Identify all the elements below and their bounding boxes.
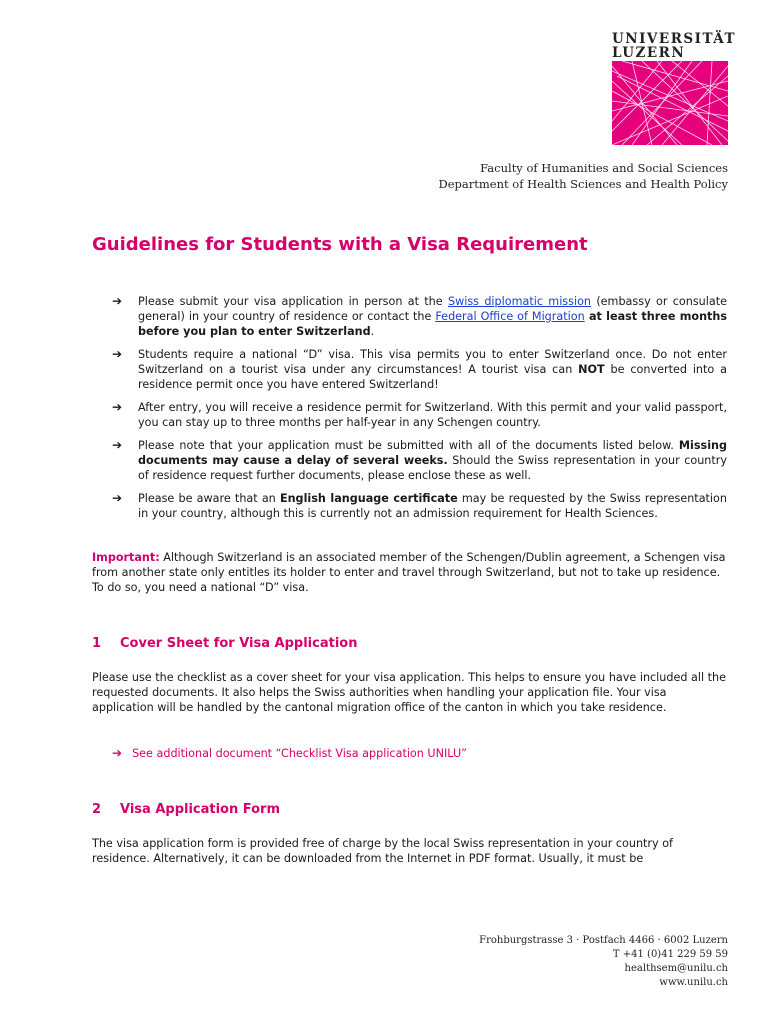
see-also-note xyxy=(112,746,467,760)
arrow-right-icon: ➔ xyxy=(112,347,123,361)
footer-phone: T +41 (0)41 229 59 59 xyxy=(612,949,728,960)
list-item xyxy=(112,400,727,430)
list-item xyxy=(112,438,727,483)
logo-line-1: UNIVERSITÄT xyxy=(612,31,737,47)
bullet-text: may be requested by the Swiss representation in your country, although this is currently not an admission requirement for Health Sciences. xyxy=(138,492,727,520)
bullet-emphasis: at least three months before you plan to enter Switzerland xyxy=(138,310,728,338)
page-title: Guidelines for Students with a Visa Requirement xyxy=(92,234,588,255)
department-name: Department of Health Sciences and Health Policy xyxy=(438,177,728,191)
footer-contact xyxy=(479,934,728,990)
bullet-text: After entry, you will receive a residence permit for Switzerland. With this permit and your valid passport, you can stay up to three months per half-year in any Schengen country. xyxy=(138,401,727,429)
university-logo-text xyxy=(612,31,737,61)
footer-website: www.unilu.ch xyxy=(659,977,728,988)
arrow-right-icon: ➔ xyxy=(112,438,123,452)
arrow-right-icon: ➔ xyxy=(112,294,123,308)
section-title: Cover Sheet for Visa Application xyxy=(120,636,358,651)
important-text: Although Switzerland is an associated member of the Schengen/Dublin agreement, a Schengen visa from another state only entitles its holder to enter and travel through Switzerland, but not to take up residence. To do so, you need a national “D” visa. xyxy=(92,551,726,594)
bullet-text: Please submit your visa application in person at the xyxy=(138,295,448,308)
university-logo-icon xyxy=(612,61,728,145)
section-2-text: The visa application form is provided free of charge by the local Swiss representation in your country of residence. Alternatively, it can be downloaded from the Internet in PDF format. Usually, it must be xyxy=(92,837,673,865)
arrow-right-icon: ➔ xyxy=(112,491,123,505)
section-number: 1 xyxy=(92,636,102,651)
bullet-text: . xyxy=(370,325,375,338)
important-label: Important: xyxy=(92,551,160,564)
bullet-text: Please be aware that an xyxy=(138,492,280,505)
section-1-heading xyxy=(92,636,357,651)
section-number: 2 xyxy=(92,802,102,817)
arrow-right-icon: ➔ xyxy=(112,400,123,414)
logo-line-2: LUZERN xyxy=(612,45,686,61)
section-2-heading xyxy=(92,802,280,817)
important-note xyxy=(92,550,727,595)
bullet-emphasis: Missing documents may cause a delay of several weeks. xyxy=(138,439,727,467)
footer-address: Frohburgstrasse 3 · Postfach 4466 · 6002 Luzern xyxy=(479,935,728,946)
footer-email: healthsem@unilu.ch xyxy=(624,963,728,974)
bullet-text: be converted into a residence permit once you have entered Switzerland! xyxy=(138,363,727,391)
federal-office-migration-link[interactable]: Federal Office of Migration xyxy=(435,310,585,323)
bullet-emphasis: English language certificate xyxy=(279,492,458,505)
guideline-bullet-list xyxy=(112,294,727,529)
bullet-text: Please note that your application must be submitted with all of the documents listed below. xyxy=(138,439,679,452)
section-1-text: Please use the checklist as a cover sheet for your visa application. This helps to ensure you have included all the requested documents. It also helps the Swiss authorities when handling your application file. Your visa application will be handled by the cantonal migration office of the canton in which you take residence. xyxy=(92,671,727,714)
list-item xyxy=(112,294,727,339)
faculty-header xyxy=(439,160,728,192)
list-item xyxy=(112,347,727,392)
bullet-text: Students require a national “D” visa. This visa permits you to enter Switzerland once. Do not enter Switzerland on a tourist visa under any circumstances! A tourist visa can xyxy=(138,348,727,376)
list-item xyxy=(112,491,727,521)
see-also-text: See additional document “Checklist Visa application UNILU” xyxy=(132,747,467,760)
faculty-name: Faculty of Humanities and Social Sciences xyxy=(480,161,728,175)
swiss-diplomatic-mission-link[interactable]: Swiss diplomatic mission xyxy=(447,295,591,308)
bullet-text: (embassy or consulate general) in your country of residence or contact the xyxy=(138,295,728,323)
arrow-right-icon: ➔ xyxy=(112,746,123,760)
bullet-emphasis: NOT xyxy=(578,363,605,376)
section-title: Visa Application Form xyxy=(120,802,281,817)
bullet-text: Should the Swiss representation in your country of residence request further documents, please enclose these as well. xyxy=(138,454,727,482)
